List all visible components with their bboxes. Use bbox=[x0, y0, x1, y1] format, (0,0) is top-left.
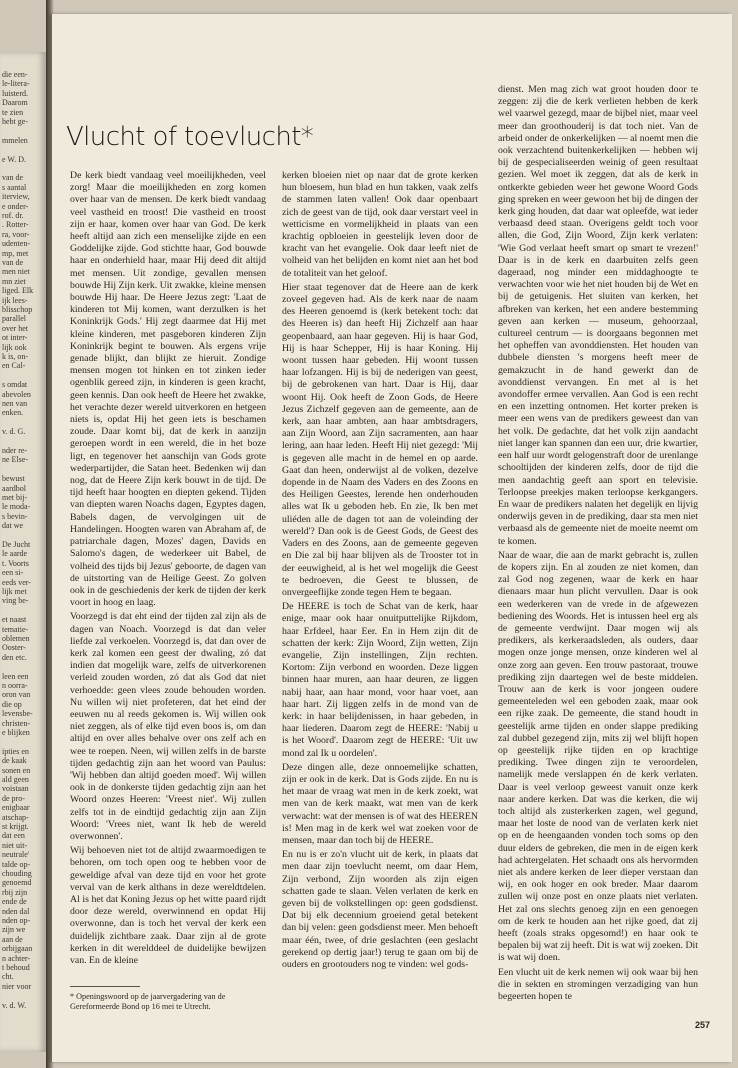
left-page-fragment: blisschop bbox=[2, 305, 33, 314]
left-page-fragment: dat een bbox=[2, 831, 25, 841]
left-page-fragment: mp, met bbox=[2, 248, 29, 258]
left-page-fragment: hebt ge- bbox=[2, 117, 28, 126]
paragraph: Voorzegd is dat eht eind der tijden zal zijn als de dagen van Noach. Voorzegd is dat dan veler liefde zal verkoelen. Voorzegd is, dat dan over de kerk zal komen een geest der dwaling, zó dat indien dat mogelijk ware, zelfs de uitverkorenen verleid zouden worden, zó dat als God dat niet verhoedde: geen vlees zoude behouden worden. Nu willen wij niet profeteren, dat het eind der eeuwen nu al reeds gekomen is. Wij willen ook niet zeggen, als of elke tijd even boos is, om dan altijd en over alles behalve over ons zelf ach en wee te roepen. Neen, wij willen zelfs in de barste tijden gedachtig zijn aan het woord van Paulus: 'Wij hebben dan altijd goeden moed'. Wij willen ook in de donkerste tijden gedachtig zijn aan het Woord onzes Heeren: 'Vreest niet'. Wij zullen zelfs tot in de eindtijd gedachtig zijn aan Zijn Woord: 'Vrees niet, want Ik heb de wereld overwonnen'. bbox=[70, 611, 266, 842]
column-2 bbox=[282, 170, 478, 970]
left-page-fragment: zijn we bbox=[2, 925, 26, 935]
left-page-fragment: . Rotter- bbox=[2, 220, 29, 230]
footnote: * Openingswoord op de jaarvergadering van de Gereformeerde Bond op 16 mei te Utrecht. bbox=[70, 992, 226, 1011]
left-page-fragment: tematie- bbox=[2, 624, 29, 634]
left-page-fragment: udenten- bbox=[2, 239, 30, 249]
article-page bbox=[52, 14, 732, 1062]
left-page-fragment: nden dal bbox=[2, 906, 30, 916]
left-page-fragment: st krijgt. bbox=[2, 822, 29, 831]
left-page-fragment: een si- bbox=[2, 568, 24, 578]
left-page-fragment: niet uit- bbox=[2, 840, 28, 850]
paragraph: De HEERE is toch de Schat van de kerk, haar enige, maar ook haar onuitputtelijke Rijkdom, haar Erfdeel, haar Eer. En in Hem zijn dit de schatten der kerk: Zijn Woord, Zijn wetten, Zijn evangelie, Zijn instellingen, Zijn rechten. Kortom: Zijn verbond en woorden. Deze liggen binnen haar muren, aan haar deuren, ze liggen nabij haar, aan haar mond, voor haar voet, aan haar hart. Zij liggen zelfs in de mond van de kerk: in haar belijdenissen, in haar gebeden, in haar liederen. Daarom zegt de HEERE: 'Nabij u is het Woord'. Daarom zegt de HEERE: 'Uit uw mond zal Ik u oordelen'. bbox=[282, 601, 478, 759]
paragraph: Hier staat tegenover dat de Heere aan de kerk zoveel gegeven had. Als de kerk naar de naam des Heeren genoemd is (kerk betekent toch: dat des Heeren is) dan heeft Hij Zichzelf aan haar geopenbaard, aan haar gegeven. Hij is haar God, Hij is haar Schepper, Hij is haar Koning. Hij woont tussen haar gebeden. Hij woont tussen haar lofzangen. Hij is bij de nederigen van geest, bij de gebrokenen van hart. Daar is Hij, daar woont Hij. Ook heeft de Zoon Gods, de Heere Jezus Zichzelf gegeven aan de gemeente, aan de kerk, aan haar ambten, aan haar ambtsdragers, aan Zijn Woord, aan Zijn sacramenten, aan haar lering, aan haar leden. Heeft Hij niet gezegd: 'Mij is gegeven alle macht in de hemel en op aarde. Gaat dan heen, onderwijst al de volken, dezelve dopende in de Naam des Vaders en des Zoons en des Heiligen Geestes, lerende hen onderhouden alles wat Ik u geboden heb. En zie, Ik ben met uliéden alle de dagen tot aan de voleinding der wereld'? Dan ook is de Geest Gods, de Geest des Vaders en des Zoons, aan de gemeente gegeven en Die zal bij haar blijven als de Trooster tot in der eeuwigheid, al is het wel mogelijk die Geest te bedroeven, die Geest te blussen, de onvergeeflijke zonde tegen Hem te begaan. bbox=[282, 281, 478, 598]
left-page-fragment: oron van bbox=[2, 690, 31, 700]
left-page-fragment: levensbe- bbox=[2, 709, 33, 719]
left-page-fragment: rof. dr. bbox=[2, 211, 24, 220]
left-page-fragment: de kaak bbox=[2, 756, 27, 766]
paragraph: Wij behoeven niet tot de altijd zwaarmoedigen te behoren, om toch open oog te hebben voor de geweldige afval van deze tijd en voor het grote verval van de kerk althans in deze wereldtdelen. Al is het dat Koning Jezus op het witte paard rijdt door deze wereld, overwinnend en opdat Hij overwonne, dan is toch het verval der kerk een duidelijk zichtbare zaak. Daar zijn al de grote kerken in dit werelddeel de duidelijke bewijzen van. En de kleine bbox=[70, 845, 266, 966]
column-3 bbox=[498, 84, 698, 1036]
left-page-fragment: luisterd. bbox=[2, 88, 28, 98]
page-number: 257 bbox=[694, 1020, 710, 1030]
left-page-fragment: nen van bbox=[2, 399, 28, 408]
left-page-fragment: Ooster- bbox=[2, 643, 26, 653]
paragraph: Naar de waar, die aan de markt gebracht is, zullen de kopers zijn. En al zouden ze niet komen, dan zal God nog zegenen, waar de kerk en haar dienaars maar hun plicht vervullen. Daar is ook een wederkeren van de vrede in de afgewezen bediening des Woords. Het is intussen heel erg als de gemeente verdwijnt. Daar mogen wij als predikers, als kerkeraadsleden, als ouders, daar mogen onze jonge mensen, onze kinderen wel al onze zorg aan geven. Een trouw pastoraat, trouwe prediking zijn daartegen wel de beste middelen. Trouw aan de kerk is voor jongeen oudere gemeenteleden wel een geboden zaak, maar ook een rijke zaak. De gemeente, die stand houdt in geestelijk arme tijden en onder slappe prediking zal dubbel gezegend zijn, mits zij wel blijft hopen op geestelijk rijke tijden en op krachtige prediking. Twee dingen zijn te veroordelen, namelijk mede verslappen én de kerk verlaten. Daar is veel verloop geweest vanuit onze kerk naar andere kerken. Dat was die kerken, die wij toch altijd als zusterkerken zagen, wel gegund, maar het loste de nood van de verlaten kerk niet op en de heengaanden vonden toch soms op den duur elders de gebreken, die men in de eigen kerk had achtergelaten. Het schaadt ons als hervormden niet als andere kerken de leer dieper verstaan dan wij, en ook hoger en ook breder. Maar daarom zullen wij onze post en onze plaats niet verlaten. Het zal ons slechts genoeg zijn en een genoegen om de kerk te houden aan het rijke goed, dat zij heeft (zoals straks opgesomd!) en haar ook te bepalen bij wat zij heeft. Dit is wat wij zoeken. Dit is wat wij doen. bbox=[498, 549, 698, 964]
paragraph: En nu is er zo'n vlucht uit de kerk, in plaats dat men daar zijn toevlucht neemt, om daar Hem, Zijn verbond, Zijn woorden als zijn eigen schatten gade te slaan. Velen verlaten de kerk en geven bij de volkstellingen op: geen godsdienst. Dat bij elk decennium groeiend getal betekent dan bij velen: geen godsdienst meer. Men behoeft maar één, twee, of drie geslachten (een geslacht gerekend op dertig jaar!) terug te gaan om bij de ouders en grootouders nog te vinden: wel gods- bbox=[282, 849, 478, 970]
left-page-fragment: aan de bbox=[2, 934, 23, 944]
left-page-fragment: voistaan bbox=[2, 784, 29, 794]
paragraph: Een vlucht uit de kerk nemen wij ook waar bij hen die in sekten en stromingen verzadiging van hun begeerten hopen te bbox=[498, 966, 698, 1003]
paragraph: Deze dingen alle, deze onnoemelijke schatten, zijn er ook in de kerk. Dat is Gods zijde. En nu is het maar de vraag wat men in de kerk zoekt, wat men van de kerk maakt, wat men van de kerk verwacht: wat der mensen is of wat des HEEREN is! Men mag in de kerk wel wat zoeken voor de mensen, maar dan toch bij de HEERE. bbox=[282, 761, 478, 846]
left-page-fragment: liged. Elk bbox=[2, 286, 34, 296]
left-page-fragment: cht. bbox=[2, 972, 14, 982]
left-page-fragment: talde op- bbox=[2, 859, 31, 869]
left-page-fragment: orbijgaan bbox=[2, 944, 33, 954]
left-page-fragment: leen een bbox=[2, 671, 29, 681]
left-page-fragment: s aantal bbox=[2, 182, 27, 192]
left-page-fragment: k is, on- bbox=[2, 352, 28, 361]
left-page-fragment: sonen en bbox=[2, 765, 31, 775]
left-page-fragment: van de bbox=[2, 258, 24, 267]
left-page-fragment: mn ziet bbox=[2, 276, 26, 286]
left-page-fragment: v. d. G. bbox=[2, 427, 26, 437]
footnote-divider bbox=[70, 986, 140, 987]
left-page-fragment: mmelen bbox=[2, 135, 28, 145]
left-page-fragment: men niet bbox=[2, 267, 30, 277]
left-page-fragment: ot inter- bbox=[2, 333, 28, 343]
left-page-fragment: eeds ver- bbox=[2, 577, 31, 587]
left-page-fragment: nder re- bbox=[2, 446, 28, 455]
left-page-fragment: s bevin- bbox=[2, 511, 28, 521]
left-page-fragment: ipties en bbox=[2, 746, 29, 756]
left-page-fragment: neutrale' bbox=[2, 850, 30, 860]
left-page-fragment: abevolen bbox=[2, 389, 31, 399]
left-page-fragment: atschap- bbox=[2, 812, 29, 822]
left-page-fragment: van de bbox=[2, 173, 24, 183]
left-page-fragment: nier voor bbox=[2, 981, 32, 991]
left-page-fragment: lijk ook bbox=[2, 342, 27, 352]
left-page-fragment: e blijken bbox=[2, 728, 30, 737]
left-page-fragment: n achter- bbox=[2, 953, 31, 963]
left-page-fragment: le aarde bbox=[2, 549, 28, 559]
left-page-fragment: die op bbox=[2, 699, 22, 709]
left-page-fragment: Daarom bbox=[2, 98, 28, 108]
left-page-fragment: le-litera- bbox=[2, 79, 30, 89]
left-page-fragment: parallel bbox=[2, 314, 26, 324]
left-page-fragment: christen- bbox=[2, 718, 30, 728]
left-page-fragment: ving be- bbox=[2, 596, 29, 606]
left-page-fragment: over het bbox=[2, 323, 28, 333]
left-page-fragment: ald geen bbox=[2, 775, 29, 784]
left-page-fragment: s omdat bbox=[2, 380, 28, 390]
left-page-fragment: ra, voor- bbox=[2, 229, 30, 239]
left-page-fragment: die een- bbox=[2, 70, 28, 79]
left-page-fragment: ijk lees- bbox=[2, 295, 28, 305]
column-1 bbox=[70, 170, 266, 966]
article-title: Vlucht of toevlucht* bbox=[66, 122, 314, 152]
left-page-fragment: v. d. W. bbox=[2, 1000, 27, 1010]
left-page-fragment: en Cal- bbox=[2, 361, 26, 371]
left-page-fragment: t behoud bbox=[2, 963, 30, 972]
paragraph: De kerk biedt vandaag veel moeilijkheden, veel zorg! Maar die moeilijkheden en zorg komen over haar van de mensen. De kerk biedt vandaag veel vastheid en troost! Die vastheid en troost zijn er haar, komen over haar van God. De kerk heeft altijd aan zich een menselijke zijde en een Goddelijke zijde. God stichtte haar, God bouwde haar en onderhield haar, maar Hij deed dit altijd met mensen. Uit zondige, gevallen mensen bouwde Hij Zijn kerk. Uit zwakke, kleine mensen bouwde Hij haar. De Heere Jezus zegt: 'Laat de kinderen tot Mij komen, want derzulken is het Koninkrijk Gods.' Hij zegt daarmee dat Hij met kleine kinderen, met pasgeboren kinderen Zijn Koninkrijk begint te bouwen. Als ergens vrije genade blijkt, dan blijkt ze hieruit. Zondige mensen mogen tot hinken en tot zinken ieder ogenblik gereed zijn, in kinderen is geen kracht, geen kennis. Dan ook heeft de Heere het zwakke, het verachte dezer wereld uitverkoren en hetgeen niets is, opdat Hij het geen iets is beschamen zoude. Daar komt bij, dat de kerk in aanzijn geroepen wordt in een wereld, die in het boze ligt, en tegenover het aanschijn van Gods grote wederpartijder, die Satan heet. Bedenken wij dan nog, dat de Heere Zijn kerk bouwt in de tijd. De tijd heeft haar hoogten en diepten gekend. Tijden van diepten waren Noachs dagen, Egyptes dagen, Babels dagen, de vervolgingen uit de Handelingen. Hoogten waren van Abraham af, de patriarchale dagen, Mozes' dagen, Davids en Salomo's dagen, de wederkeer uit Babel, de volheid des tijds bij Jezus' geboorte, de dagen van de uitstorting van de Heilige Geest. Zo golven ook in de geschiedenis der kerk de tijden der kerk voort in hoog en laag. bbox=[70, 170, 266, 609]
left-page-fragment: n oorra- bbox=[2, 681, 28, 690]
left-page-fragment: De Jucht bbox=[2, 540, 31, 549]
left-page-fragment: met bij- bbox=[2, 493, 28, 502]
left-page-fragment: genoemd bbox=[2, 878, 32, 888]
paragraph: kerken bloeien niet op naar dat de grote kerken hun bloesem, hun blad en hun takken, vaak zelfs de stammen laten vallen! Ook daar openbaart zich de geest van de tijd, ook daar verstart veel in wetticisme en vormelijkheid in plaats van een krachtig opbloeien in geestelijk leven door de kracht van het evangelie. Ook daar leeft niet de volheid van het belijden en komt niet aan het bod de totaliteit van het geloof. bbox=[282, 170, 478, 279]
left-page-fragment: chouding bbox=[2, 869, 32, 878]
left-page-fragment: le moda- bbox=[2, 502, 31, 512]
left-page-fragment: de pro- bbox=[2, 793, 25, 803]
left-page-fragment: nden op- bbox=[2, 916, 31, 925]
paragraph: dienst. Men mag zich wat groot houden door te zeggen: zij die de kerk verlieten hebben de kerk wel vaarwel gezegd, maar de bijbel niet, maar veel meer dan groothouderij is dat toch niet. Van de arbeid onder de onkerkelijken — al noemt men die ook verzachtend buitenkerkelijken — hebben wij bij de gespecialiseerden weinig of geen resultaat gezien. Wel moet ik zeggen, dat als de kerk in ontkerkte gebieden weer het gewone Woord Gods ging spreken en weer gewoon het bij de dingen der kerk ging houden, dat daar wat opleefde, wat ieder verbaasd deed staan. Overigens geldt toch voor allen, die God, Zijn Woord, Zijn kerk verlaten: 'Wie God verlaat heeft smart op smart te vrezen!' Daar is in de kerk en daarbuiten zelfs geen dageraad, nog minder een middaghoogte te verwachten voor wie het niet houden bij de Wet en bij de getuigenis. Het sluiten van kerken, het afbreken van kerken, het een andere bestemming geven aan kerken — museum, gehoorzaal, cultureel centrum — is doorgaans begonnen met het opheffen van avonddiensten. Het houden van dubbele diensten 's morgens heeft meer de gemakzucht in de hand gewerkt dan de avonddienst vervangen. En met al is het avondoffer ermee vervallen. Aan God is een recht en een inzetting ontnomen. Het korter preken is meer een wens van de predikers geweest dan van het volk. De gedachte, dat het volk zijn aandacht niet langer kan spannen dan een uur, drie kwartier, een half uur wordt gelogenstraft door de urenlange schooltijden der kinderen zelfs, door de tijd die men aandachtig geeft aan sport en televisie. Terloopse preekjes maken terloopse kerkgangers. En waar de predikers nalaten het degelijk en lijvig onderwijs geven in de prediking, daar sta men niet verbaasd als de gemeente niet de moeite neemt om te komen. bbox=[498, 84, 698, 547]
left-page-fragment: oblemen bbox=[2, 634, 30, 643]
left-page-fragment: t. Voorts bbox=[2, 558, 29, 568]
left-page-fragment: dat we bbox=[2, 521, 24, 531]
left-page-fragment: aardbol bbox=[2, 483, 26, 493]
left-page-fragment: iterview, bbox=[2, 192, 30, 202]
left-page-fragment: et naast bbox=[2, 615, 27, 625]
left-page-fragment: te zien bbox=[2, 107, 24, 117]
previous-page-edge bbox=[0, 52, 48, 1052]
left-page-fragment: rbij zijn bbox=[2, 887, 28, 897]
left-page-fragment: bewust bbox=[2, 474, 25, 484]
left-page-fragment: lijk met bbox=[2, 587, 27, 596]
left-page-fragment: e onder- bbox=[2, 201, 29, 211]
left-page-fragment: e W. D. bbox=[2, 154, 26, 164]
left-page-fragment: ne Else- bbox=[2, 455, 28, 465]
left-page-fragment: ende de bbox=[2, 897, 27, 907]
left-page-fragment: enigbaar bbox=[2, 803, 30, 813]
left-page-fragment: enken. bbox=[2, 408, 24, 418]
left-page-fragment: den etc. bbox=[2, 652, 27, 662]
